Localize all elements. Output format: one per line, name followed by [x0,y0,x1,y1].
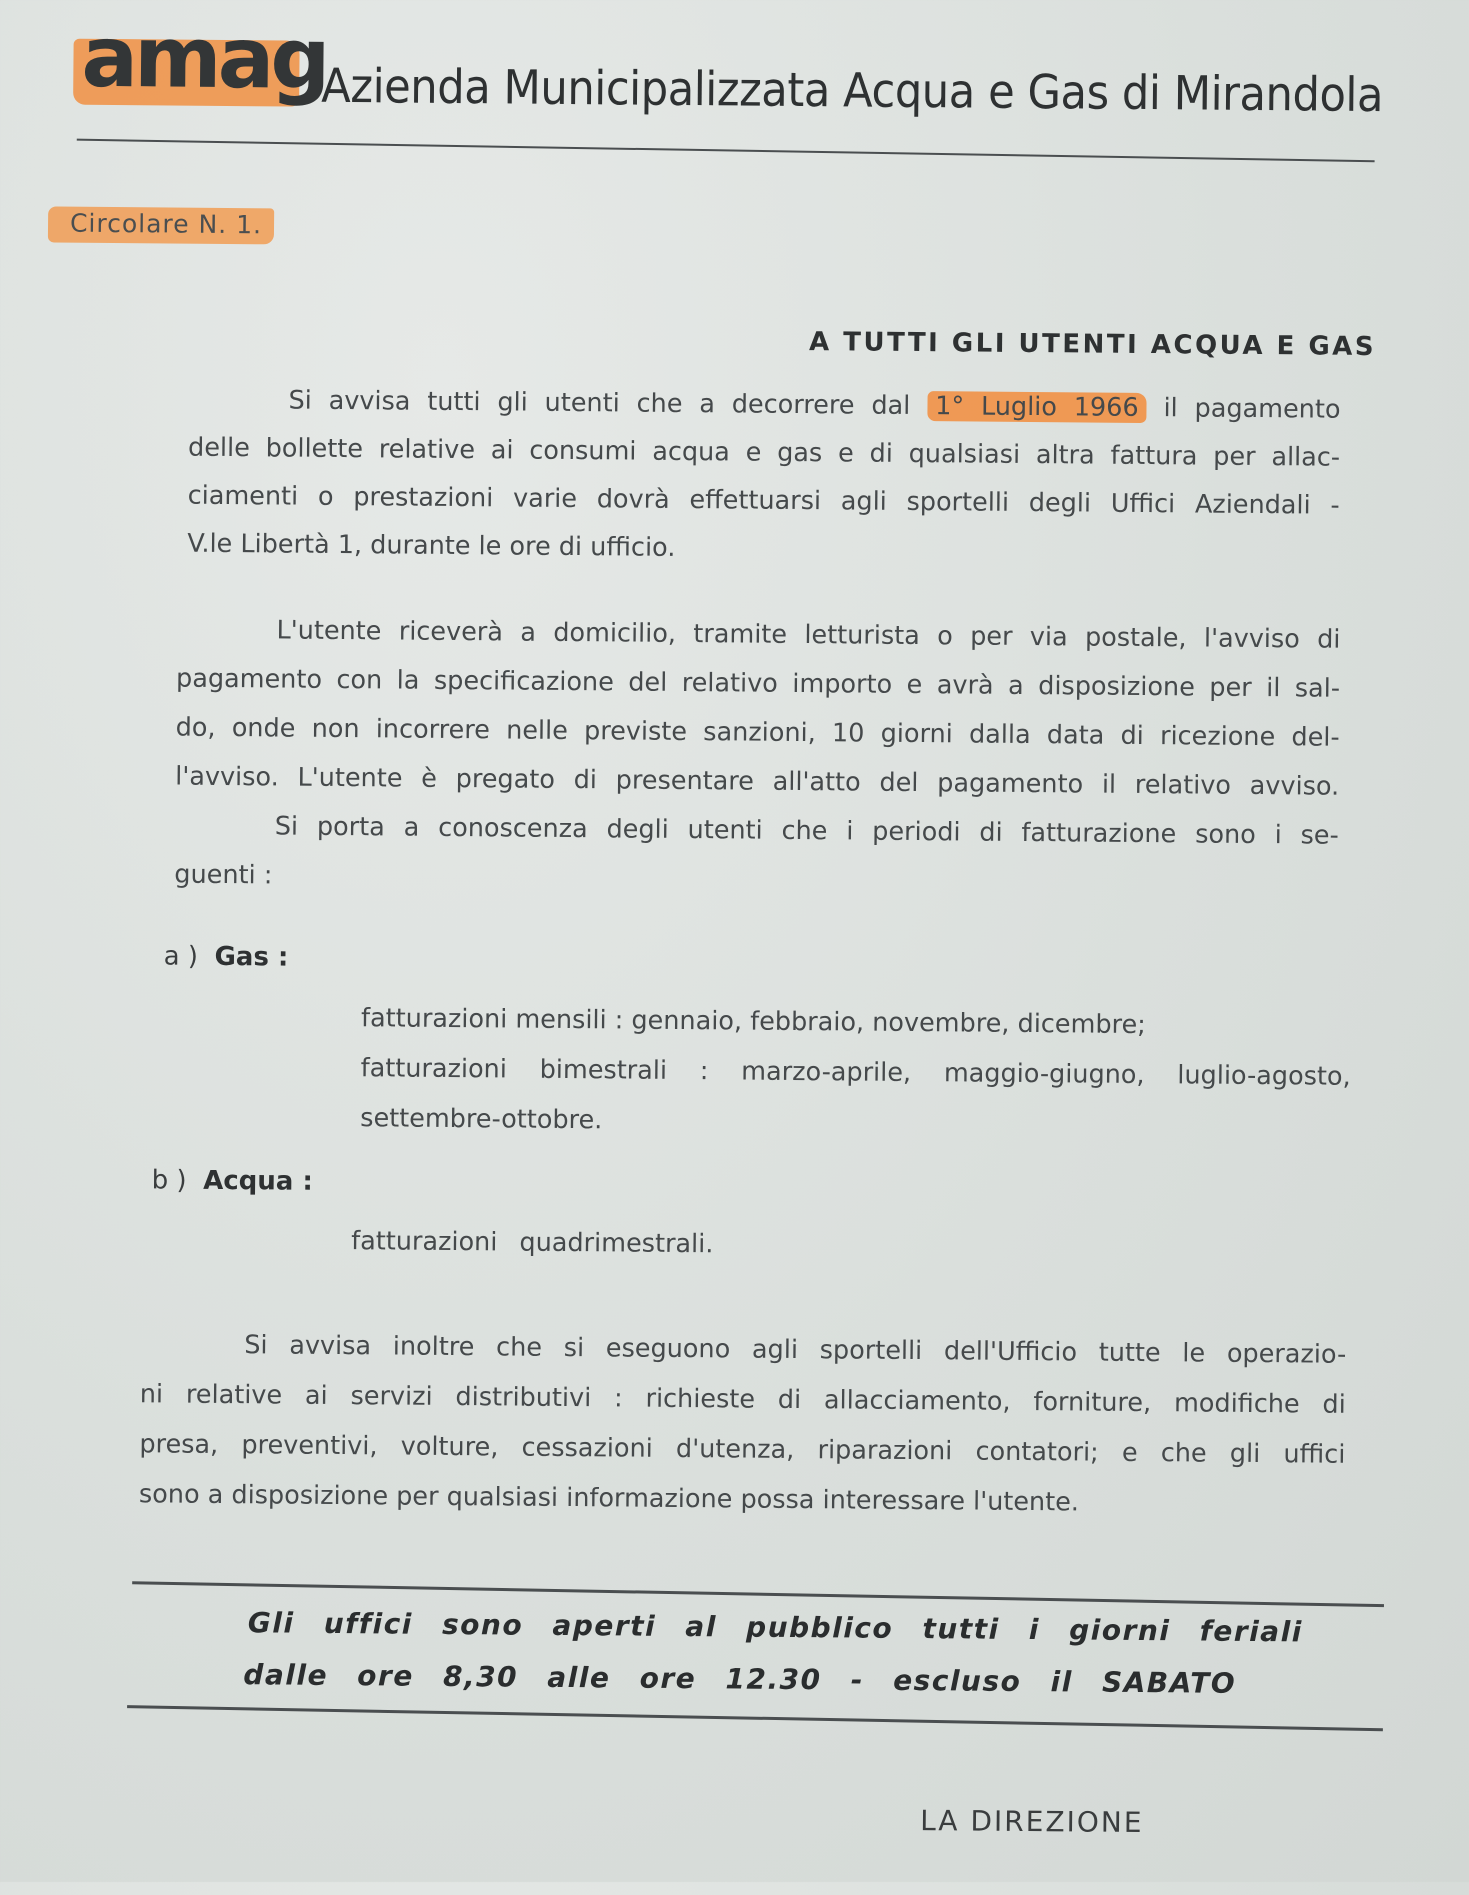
gas-line: settembre-ottobre. [360,1103,603,1136]
paragraph-line: sono a disposizione per qualsiasi informazione possa interessare l'utente. [138,1479,1080,1518]
paragraph-line: V.le Libertà 1, durante le ore di ufficio. [187,528,676,563]
gas-billing [360,993,1351,1152]
acqua-line: fatturazioni quadrimestrali. [351,1226,714,1260]
circolare-label: Circolare N. 1. [69,208,263,240]
company-name: Azienda Municipalizzata Acqua e Gas di Mirandola [321,58,1384,124]
paragraph-line: l'avviso. L'utente è pregato di presentare all'atto del pagamento il relativo avviso. [175,761,1340,802]
paragraph-line: Si avvisa tutti gli utenti che a decorrere dal 1° Luglio 1966 il pagamento [288,385,1341,425]
amag-logo: amag [81,7,327,108]
date-highlight: 1° Luglio 1966 [927,391,1147,423]
paragraph-line: do, onde non incorrere nelle previste sanzioni, 10 giorni dalla data di ricezione del- [175,712,1340,753]
opening-hours-line: dalle ore 8,30 alle ore 12.30 - escluso il SABATO [243,1658,1237,1700]
paragraph-services [139,1319,1347,1530]
opening-hours-line: Gli uffici sono aperti al pubblico tutti i giorni feriali [247,1606,1303,1649]
paragraph-line: ciamenti o prestazioni varie dovrà effettuarsi agli sportelli degli Uffici Aziendali - [187,480,1340,521]
circolare-tag [48,206,274,244]
paragraph-payment [187,376,1341,578]
paragraph-line: L'utente riceverà a domicilio, tramite letturista o per via postale, l'avviso di [276,615,1341,655]
hours-top-rule [132,1581,1384,1606]
gas-line: fatturazioni bimestrali : marzo-aprile, maggio-giugno, luglio-agosto, [360,1053,1351,1092]
paragraph-line: ni relative ai servizi distributivi : richieste di allacciamento, forniture, modifiche di [139,1379,1346,1420]
gas-line: fatturazioni mensili : gennaio, febbraio, novembre, dicembre; [360,1003,1146,1041]
header-rule [77,139,1375,163]
hours-bottom-rule [127,1705,1383,1731]
paragraph-line: guenti : [174,859,273,891]
paragraph-notice [174,606,1341,910]
acqua-billing [351,1217,951,1270]
paragraph-line: Si avvisa inoltre che si eseguono agli sportelli dell'Ufficio tutte le operazio- [244,1330,1347,1370]
paragraph-line: presa, preventivi, volture, cessazioni d'utenza, riparazioni contatori; e che gli uffici [139,1429,1346,1470]
paragraph-line: delle bollette relative ai consumi acqua e gas e di qualsiasi altra fattura per allac- [187,432,1341,473]
acqua-label: b ) Acqua : [151,1165,313,1197]
addressee-heading: A TUTTI GLI UTENTI ACQUA E GAS [808,327,1377,363]
paragraph-line: pagamento con la specificazione del relativo importo e avrà a disposizione per il sal- [175,663,1341,704]
gas-label: a ) Gas : [163,941,289,973]
signature: LA DIREZIONE [920,1804,1144,1840]
paragraph-line: Si porta a conoscenza degli utenti che i periodi di fatturazione sono i se- [274,811,1339,851]
